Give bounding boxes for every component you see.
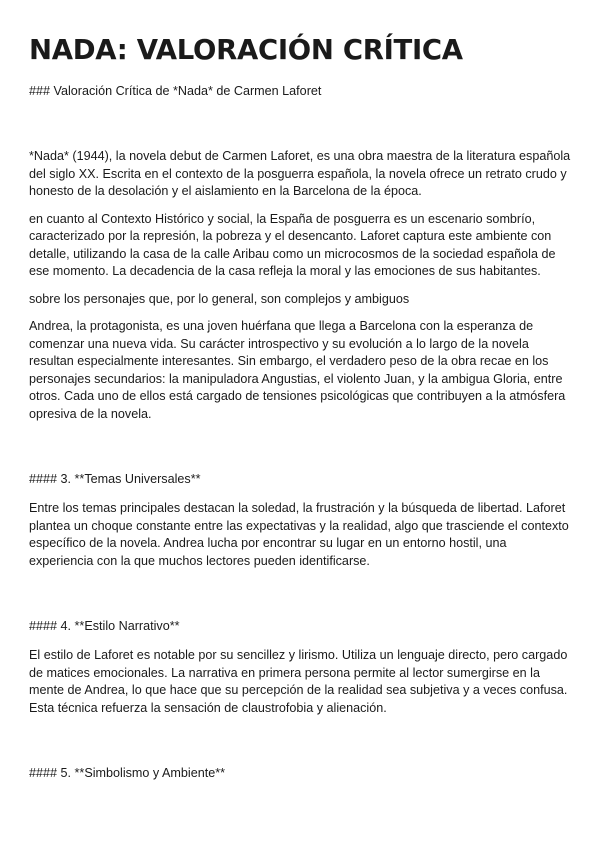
characters-paragraph: Andrea, la protagonista, es una joven huérfana que llega a Barcelona con la esperanza de comenzar una nueva vida. Su carácter introspectivo y su evolución a lo largo de la novela resultan especialmente interesantes. Sin embargo, el verdadero peso de la obra recae en los personajes secundarios: la manipuladora Angustias, el violento Juan, y la ambigua Gloria, entre otros. Cada uno de ellos está cargado de tensiones psicológicas que contribuyen a la atmósfera opresiva de la novela. [29, 319, 566, 421]
document-title: NADA: VALORACIÓN CRÍTICA [29, 34, 463, 66]
section-heading-style: #### 4. **Estilo Narrativo** [29, 619, 180, 633]
context-paragraph: en cuanto al Contexto Histórico y social, la España de posguerra es un escenario sombrío, caracterizado por la represión, la pobreza y el desencanto. Laforet captura este ambiente con detalle, utilizando la casa de la calle Aribau como un microcosmos de la sociedad española de ese momento. La decadencia de la casa refleja la moral y las emociones de sus habitantes. [29, 211, 556, 278]
section-body-style: El estilo de Laforet es notable por su sencillez y lirismo. Utiliza un lenguaje directo, pero cargado de matices emocionales. La narrativa en primera persona permite al lector sumergirse en la mente de Andrea, lo que hace que su percepción de la realidad sea subjetiva y a veces confusa. Esta técnica refuerza la sensación de claustrofobia y alienación. [29, 648, 568, 715]
characters-intro-paragraph: sobre los personajes que, por lo general, son complejos y ambiguos [29, 291, 410, 306]
document-page [29, 30, 573, 782]
section-body-themes: Entre los temas principales destacan la soledad, la frustración y la búsqueda de libertad. Laforet plantea un choque constante entre las expectativas y la realidad, algo que trasciende el contexto específico de la novela. Andrea lucha por encontrar su lugar en un entorno hostil, una experiencia con la que muchos lectores pueden identificarse. [29, 501, 569, 568]
section-heading-themes: #### 3. **Temas Universales** [29, 472, 201, 486]
intro-paragraph: *Nada* (1944), la novela debut de Carmen Laforet, es una obra maestra de la literatura española del siglo XX. Escrita en el contexto de la posguerra española, la novela ofrece un retrato crudo y honesto de la desolación y el aislamiento en la Barcelona de la época. [29, 149, 571, 198]
section-heading-symbolism: #### 5. **Simbolismo y Ambiente** [29, 766, 226, 780]
document-subtitle: ### Valoración Crítica de *Nada* de Carmen Laforet [29, 84, 322, 98]
